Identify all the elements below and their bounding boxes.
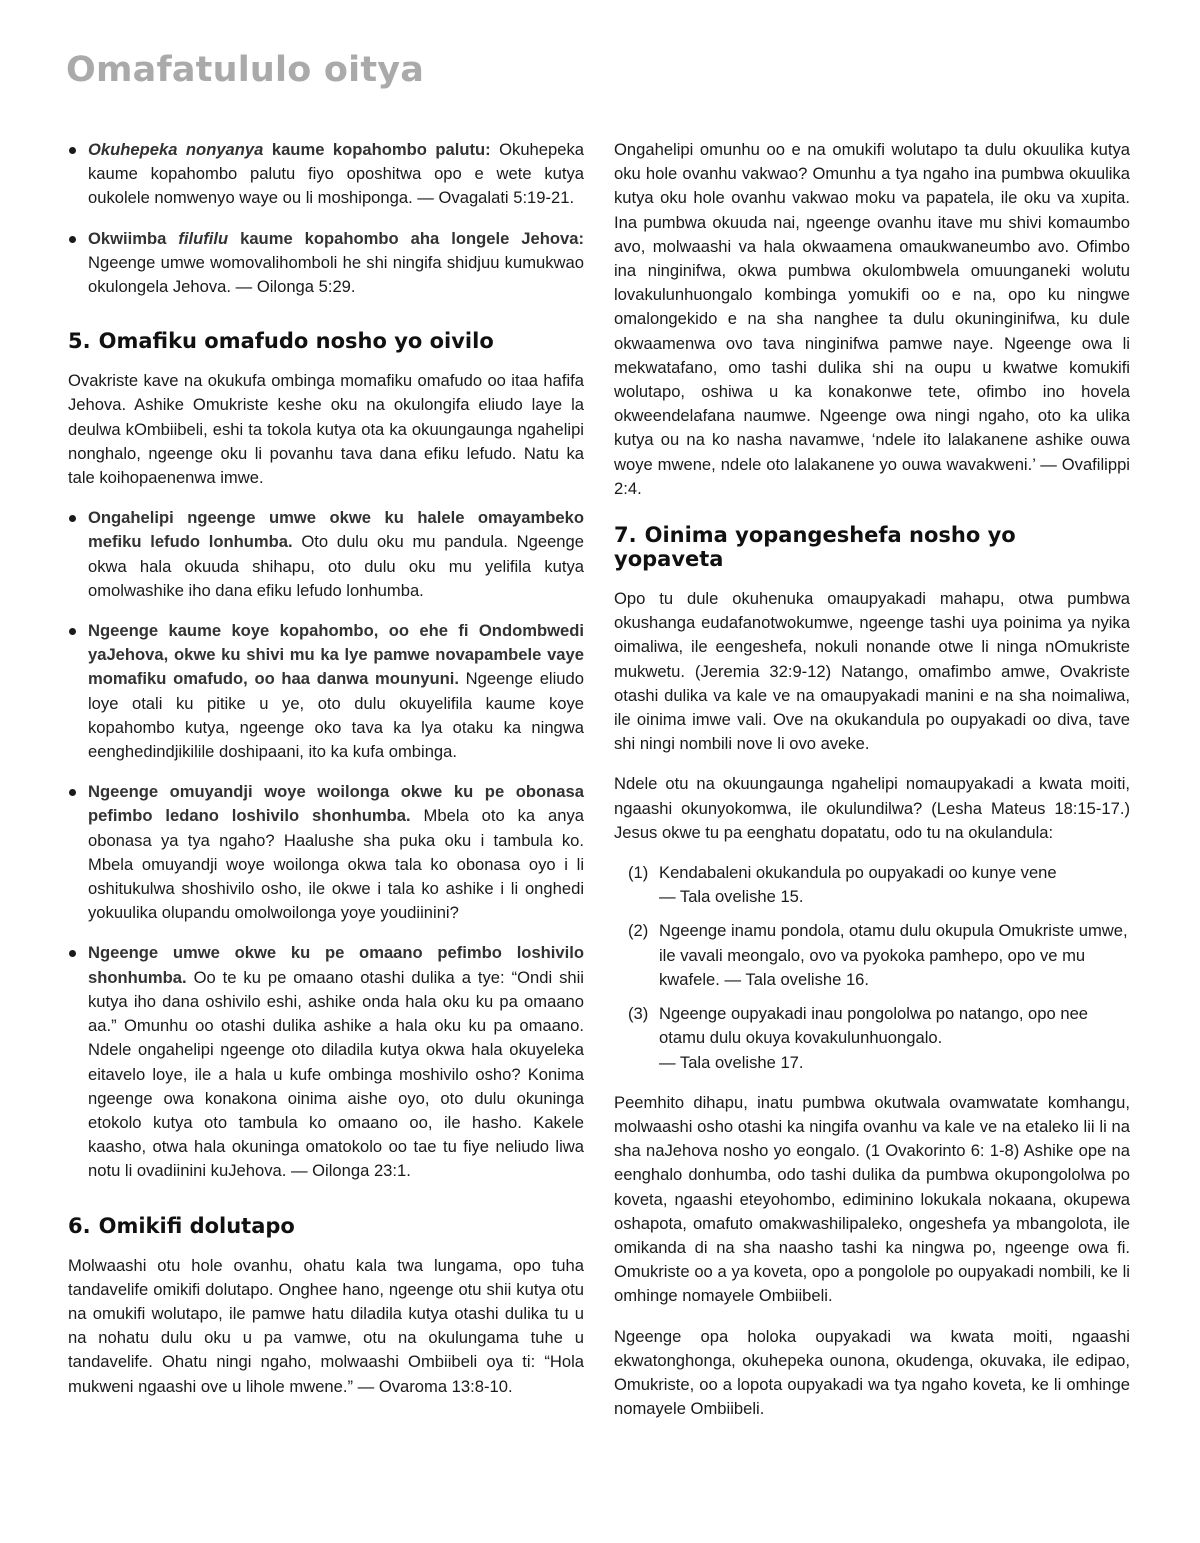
left-column — [68, 138, 584, 1415]
bullet-lead: kaume kopahombo palutu: — [263, 140, 491, 159]
bullet-text: Ngeenge umwe womovalihomboli he shi ningifa shidjuu kumukwao okulongela Jehova. — Oilonga 5:29. — [88, 252, 584, 297]
bullet-text: Oo te ku pe omaano otashi dulika a tye: “Ondi shii kutya iho dana oshivilo eshi, ashike onda hala oku ku pa omaano aa.” Omunhu oo otashi dulika ashike a hala oku ku pa omaano. Ndele ongahelipi ngeenge oto diladila kutya okwa hala okuyeleka eitavelo loye, ile a hala u kufe ombinga moshivilo osho? Konima ngeenge owa konakona oinima aishe oyo, oto dulu okuninga etokolo kutya oto tambula ko omaano oo, ile hasho. Kakele kaasho, otwa hala okuninga omatokolo oo tae tu fiye neliudo liwa notu li ovadiinini kuJehova. — Oilonga 23:1. — [88, 967, 584, 1181]
section-6-paragraph: Molwaashi otu hole ovanhu, ohatu kala twa lungama, opo tuha tandavelife omikifi dolutapo. Onghee hano, ngeenge otu shii kutya otu na omukifi wolutapo, ile pamwe hatu diladila kutya otashi dulika tu u na nohatu dulu oku u pa vamwe, otu na okulungama tuhe u tandavelife. Ohatu ningi ngaho, molwaashi Ombiibeli oya ti: “Hola mukweni ngaashi ove u lihole mwene.” — Ovaroma 13:8-10. — [68, 1255, 584, 1396]
section-7-heading — [614, 523, 1130, 571]
step-reference: — Tala ovelishe 17. — [659, 1052, 804, 1072]
bullet-lead: Ngeenge kaume koye kopahombo, oo ehe fi Ondombwedi yaJehova, okwe ku shivi mu ka lye pamwe novapambele vaye momafiku omafudo, oo haa danwa mounyuni. — [88, 621, 584, 689]
step-reference: — Tala ovelishe 16. — [724, 969, 870, 989]
section-5-paragraph: Ovakriste kave na okukufa ombinga momafiku omafudo oo itaa hafifa Jehova. Ashike Omukriste keshe oku na okulongifa eliudo laye la deulwa kOmbiibeli, eshi ta tokola kutya ota ka okuungaunga ngahelipi nonghalo, ngeenge oku li povanhu tava dana efiku lefudo. Natu ka tale koihopaenenwa imwe. — [68, 371, 584, 488]
section-number: 6. — [68, 1213, 91, 1238]
step-number: (2) — [628, 921, 649, 941]
section-title: Omafiku omafudo nosho yo oivilo — [98, 329, 494, 354]
step-reference: — Tala ovelishe 15. — [659, 887, 804, 907]
step-number: (3) — [628, 1004, 649, 1024]
step-text: Kendabaleni okukandula po oupyakadi oo kunye vene — [659, 863, 1057, 883]
bullet-text: Ngeenge eliudo loye otali ku pitike u ye, oto dulu okuyelifila kaume koye kopahombo kutya, ngeenge oko tava ka lya otaku ka ningwa eenghedindjikilile doshipaani, ito ka kufa ombinga. — [88, 669, 584, 762]
bullet-lead: Ngeenge omuyandji woye woilonga okwe ku pe obonasa pefimbo ledano loshivilo shonhumba. — [88, 782, 584, 826]
bullet-text: Okuhepeka kaume kopahombo palutu fiyo oposhitwa opo e wete kutya oukolele nomwenyo waye ou li moshiponga. — Ovagalati 5:19-21. — [88, 140, 585, 208]
section-title: Omikifi dolutapo — [98, 1213, 295, 1238]
bullet-lead: Ngeenge umwe okwe ku pe omaano pefimbo loshivilo shonhumba. — [88, 943, 584, 987]
step-item — [628, 861, 1130, 909]
bullet-item — [68, 780, 584, 925]
section-6-heading — [68, 1214, 584, 1238]
section-6-continued-paragraph: Ongahelipi omunhu oo e na omukifi wolutapo ta dulu okuulika kutya oku hole ovanhu vakwao? Omunhu a tya ngaho ina pumbwa okuulika kutya oku hole ovanhu vakwao moku va papatela, ile oku va xupita. Ina pumbwa okuuda nai, ngeenge ovanhu itave mu shivi komaumbo avo, molwaashi va hala okwaamena omaukwaneumbo avo. Ofimbo ina ninginifwa, okwa pumbwa okulombwela omuunganeki wolutu lovakulunhuongalo kombinga yomukifi oo e na, opo ku ningwe omalongekido e na sha nanghee ta dulu okuninginifwa, ku dule okwaamenwa ovo tava ninginifwa pamwe naye. Ngeenge owa li mekwatafano, omo tashi dulika shi na oupu u kwatwe komukifi wolutapo, oshiwa u ka konakonwe tete, ofimbo ino hovela okweendelafana naumwe. Ngeenge owa ningi ngaho, oto ka ulika kutya ou na ko nasha navamwe, ‘ndele ito lalakanene ashike ouwa woye mwene, ndele oto lalakanene yo ouwa wavakweni.’ — Ovafilippi 2:4. — [614, 140, 1130, 498]
bullet-lead: kaume kopahombo aha longele Jehova: — [228, 228, 584, 248]
bullet-lead: Okwiimba — [88, 228, 179, 248]
section-7-paragraph-1: Opo tu dule okuhenuka omaupyakadi mahapu, otwa pumbwa okushanga eudafanotwokumwe, ngeenge tashi uya poinima ya nyika oimaliwa, ile eengeshefa, nokuli nonande otwe li ninga nOmukriste mukwetu. (Jeremia 32:9-12) Natango, omafimbo amwe, Ovakriste otashi dulika va kale ve na omaupyakadi manini e na sha noimaliwa, ile oinima imwe vali. Ove na okukandula po oupyakadi oo diva, tave shi ningi nombili nove li ovo aveke. — [614, 589, 1130, 754]
bullet-lead-italic: Okuhepeka nonyanya — [88, 140, 264, 159]
bullet-item — [68, 227, 584, 300]
bullet-text: Oto dulu oku mu pandula. Ngeenge okwa hala okuuda shihapu, oto dulu oku mu yelifila kutya omolwashike iho dana efiku lefudo lonhumba. — [88, 532, 584, 600]
bullet-item — [68, 506, 584, 603]
intro-bullet-list — [68, 138, 584, 299]
section-number: 5. — [68, 329, 91, 354]
step-text: Ngeenge inamu pondola, otamu dulu okupula Omukriste umwe, ile vavali meongalo, ovo va pyokoka pamhepo, opo ve mu kwafele. — [659, 921, 1128, 989]
step-text: Ngeenge oupyakadi inau pongololwa po natango, opo nee otamu dulu okuya kovakulunhuongalo. — [659, 1004, 1089, 1048]
bullet-lead-italic: filufilu — [178, 228, 229, 248]
section-5-heading — [68, 329, 584, 353]
section-number: 7. — [614, 523, 637, 548]
step-number: (1) — [628, 863, 649, 883]
bullet-text: Mbela oto ka anya obonasa ya tya ngaho? Haalushe sha puka oku i tambula ko. Mbela omuyandji woye woilonga okwa tala ko obonasa oyo i li oshitukulwa shoshivilo osho, ile okwe i tala ko ashike i li onghedi yokuulika olupandu omolwoilonga yoye youdiinini? — [88, 806, 584, 923]
step-item — [628, 1002, 1130, 1075]
page-title: Omafatululo oitya — [66, 50, 425, 90]
section-title: Oinima yopangeshefa nosho yo yopaveta — [614, 523, 1016, 572]
bullet-lead: Ongahelipi ngeenge umwe okwe ku halele omayambeko mefiku lefudo lonhumba. — [88, 508, 584, 552]
section-7-paragraph-2: Ndele otu na okuungaunga ngahelipi nomaupyakadi a kwata moiti, ngaashi okunyokomwa, ile okulundilwa? (Lesha Mateus 18:15-17.) Jesus okwe tu pa eenghatu dopatatu, odo tu na okulandula: — [614, 774, 1130, 842]
section-7-paragraph-3: Peemhito dihapu, inatu pumbwa okutwala ovamwatate komhangu, molwaashi osho otashi ka ningifa ovanhu va kale ve na etaleko lii li na sha naJehova nosho yo eongalo. (1 Ovakorinto 6: 1-8) Ashike ope na eenghalo donhumba, odo tashi dulika da pumbwa okupongololwa po koveta, ngaashi eteyohombo, ediminino lokukala nokaana, okupewa oshapota, omafuto omakwashilipaleko, ongeshefa ya mbangolota, ile omikanda di na sha naasho tashi ka ningwa po, ngeenge owa fi. Omukriste oo a ya koveta, opo a pongolole po oupyakadi nombili, ke li omhinge nomayele Ombiibeli. — [614, 1092, 1130, 1306]
bullet-item — [68, 138, 584, 211]
bullet-item — [68, 941, 584, 1183]
step-item — [628, 919, 1130, 992]
section-5-bullet-list — [68, 506, 584, 1183]
steps-list — [614, 861, 1130, 1075]
bullet-item — [68, 619, 584, 764]
right-column — [614, 138, 1130, 1437]
section-7-paragraph-4: Ngeenge opa holoka oupyakadi wa kwata moiti, ngaashi ekwatonghonga, okuhepeka ounona, okudenga, okuvaka, ile edipao, Omukriste, oo a lopota oupyakadi wa tya ngaho koveta, ke li omhinge nomayele Ombiibeli. — [614, 1326, 1130, 1419]
